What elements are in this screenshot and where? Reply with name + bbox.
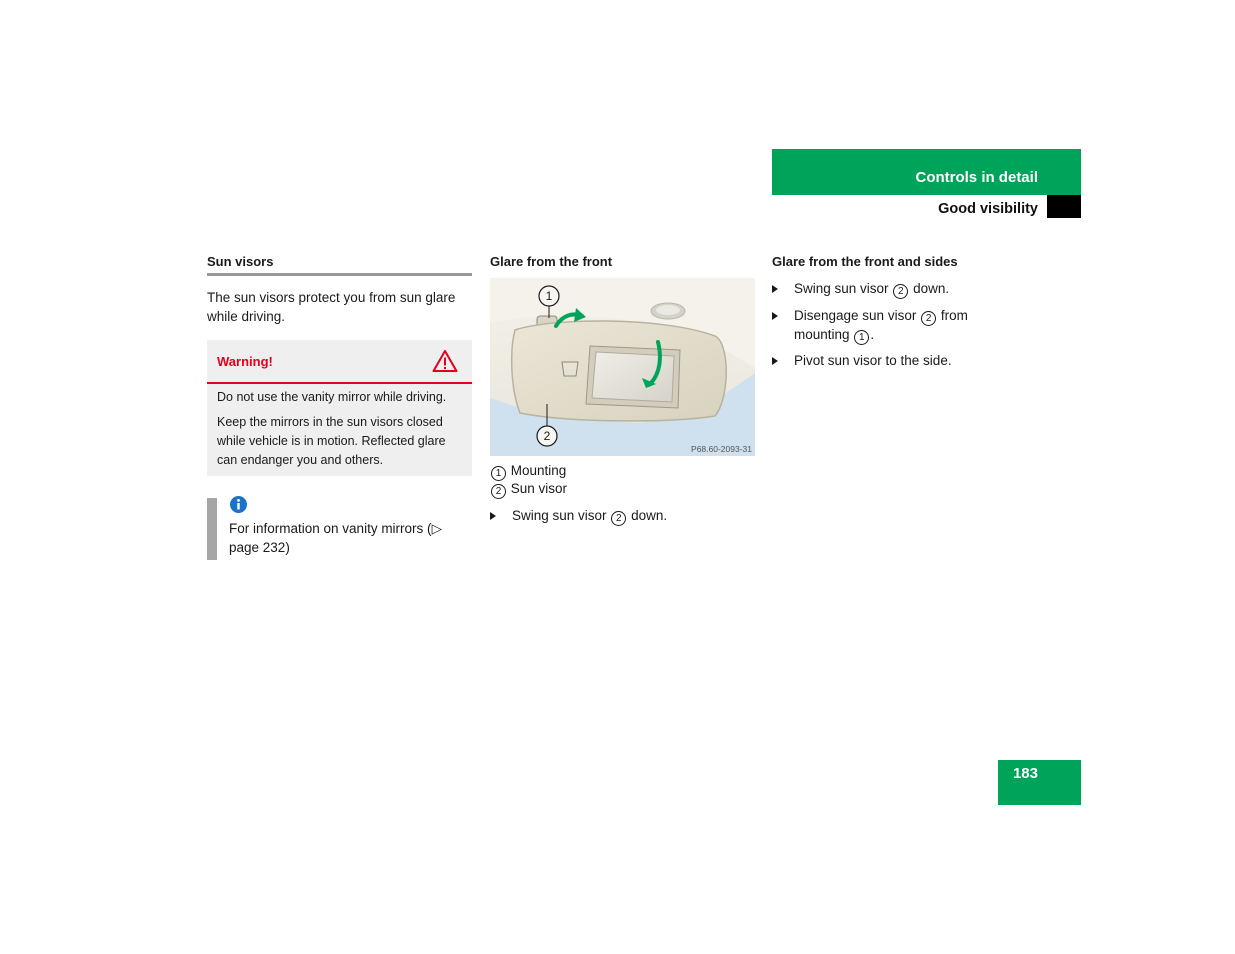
callout-2: 2 bbox=[543, 429, 551, 443]
legend-number: 1 bbox=[491, 466, 506, 481]
step-text: mounting bbox=[794, 327, 850, 342]
intro-paragraph: The sun visors protect you from sun glare while driving. bbox=[207, 290, 456, 324]
step-number: 1 bbox=[854, 330, 869, 345]
step-number: 2 bbox=[611, 511, 626, 526]
step-text: . bbox=[870, 327, 875, 342]
legend-label: Mounting bbox=[510, 463, 567, 478]
step-text: Swing sun visor bbox=[512, 508, 607, 523]
chapter-title: Controls in detail bbox=[915, 169, 1038, 186]
legend-item bbox=[490, 479, 567, 499]
step-number: 2 bbox=[921, 311, 936, 326]
warning-rule bbox=[207, 382, 472, 384]
heading-rule bbox=[207, 273, 472, 276]
page-reference-link[interactable]: page 232 bbox=[229, 540, 286, 555]
info-icon bbox=[230, 496, 247, 513]
bullet-triangle-icon bbox=[772, 285, 778, 293]
step-text: from bbox=[940, 308, 968, 323]
legend-number: 2 bbox=[491, 484, 506, 499]
step-number: 2 bbox=[893, 284, 908, 299]
warning-title: Warning! bbox=[217, 354, 273, 369]
warning-triangle-icon bbox=[432, 349, 458, 373]
step-text: Swing sun visor bbox=[794, 281, 889, 296]
step-text: Disengage sun visor bbox=[794, 308, 917, 323]
legend-item bbox=[490, 461, 566, 481]
info-text bbox=[229, 519, 472, 557]
glare-front-heading: Glare from the front bbox=[490, 254, 613, 269]
section-marker bbox=[1047, 195, 1081, 218]
bullet-triangle-icon bbox=[772, 357, 778, 365]
info-text-prefix: For information on vanity mirrors ( bbox=[229, 521, 432, 536]
section-title: Good visibility bbox=[938, 201, 1038, 217]
warning-paragraph: Keep the mirrors in the sun visors closed while vehicle is in motion. Reflected glare can endanger you and others. bbox=[217, 415, 446, 467]
bullet-triangle-icon bbox=[490, 512, 496, 520]
page-number: 183 bbox=[1012, 765, 1038, 782]
step-item bbox=[772, 306, 1072, 346]
page-ref-arrow: ▷ bbox=[431, 521, 442, 536]
step-text: down. bbox=[631, 508, 668, 523]
callout-1: 1 bbox=[545, 289, 553, 303]
legend-label: Sun visor bbox=[510, 481, 568, 496]
sun-visors-heading: Sun visors bbox=[207, 254, 274, 269]
glare-front-sides-heading: Glare from the front and sides bbox=[772, 254, 958, 269]
step-text: Pivot sun visor to the side. bbox=[794, 353, 952, 368]
step-text: down. bbox=[913, 281, 950, 296]
step-item bbox=[490, 506, 755, 526]
warning-paragraph: Do not use the vanity mirror while driving. bbox=[217, 390, 447, 404]
sun-visor-illustration bbox=[490, 278, 755, 456]
bullet-triangle-icon bbox=[772, 312, 778, 320]
step-item bbox=[772, 279, 1072, 299]
figure-code: P68.60-2093-31 bbox=[691, 444, 752, 454]
info-bar bbox=[207, 498, 217, 560]
step-item bbox=[772, 351, 1072, 371]
info-text-suffix: ) bbox=[285, 540, 290, 555]
